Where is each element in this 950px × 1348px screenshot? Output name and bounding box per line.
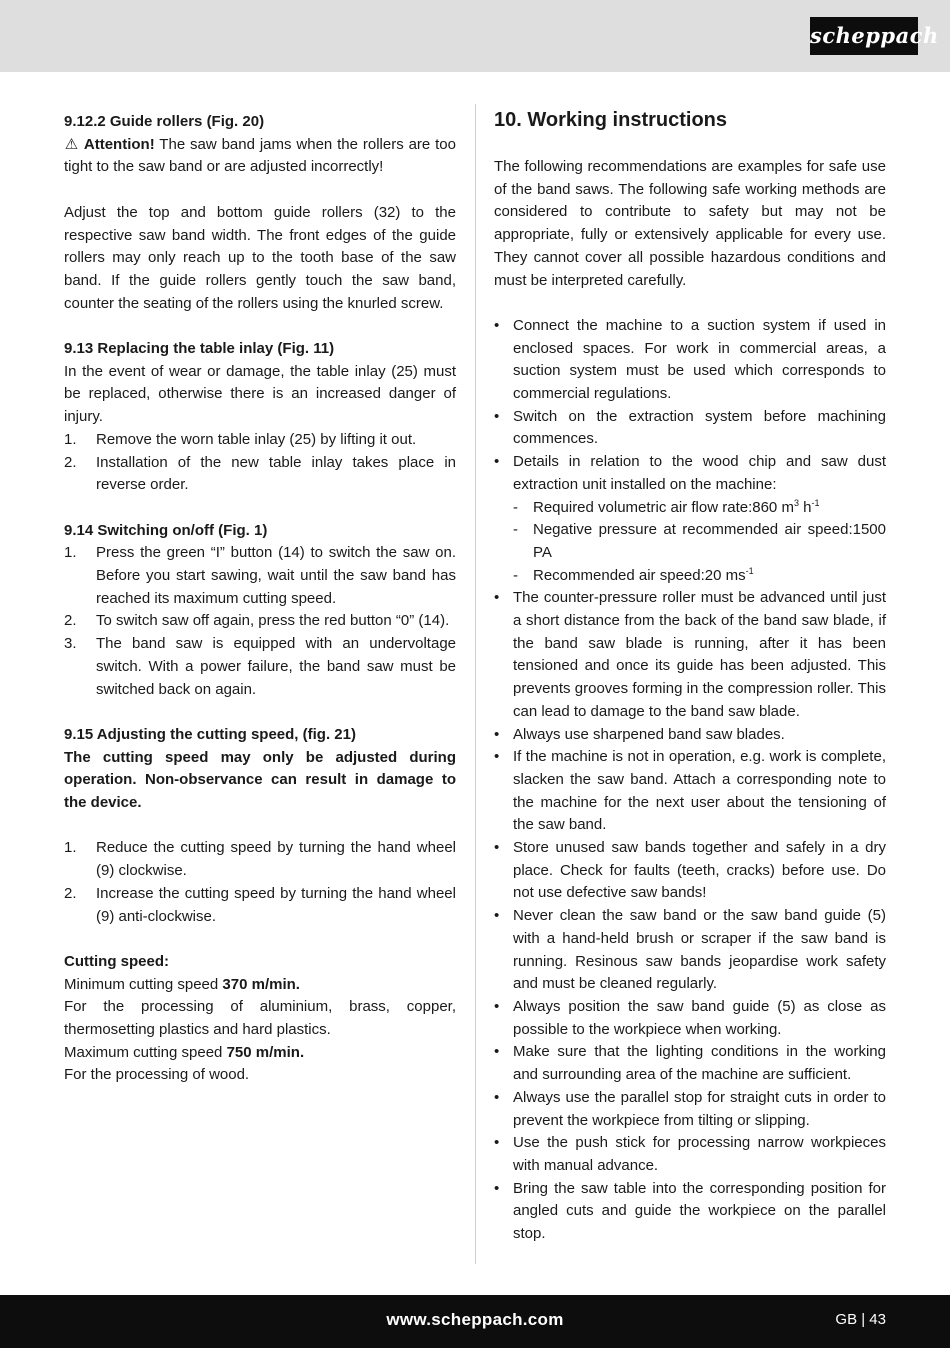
list-item: • Never clean the saw band or the saw band guide (5) with a hand-held brush or scraper if the saw band is running. Resinous saw bands jeopardise work safety and must be cleaned regularly. [494,907,886,993]
list-item: • Store unused saw bands together and safely in a dry place. Check for faults (teeth, cracks) before use. Do not use defective saw bands! [494,839,886,902]
list-item: • Details in relation to the wood chip and saw dust extraction unit installed on the machine: [494,453,886,493]
list-item: • Always position the saw band guide (5) as close as possible to the workpiece when working. [494,998,886,1038]
right-column [494,106,886,1246]
min-speed-line: Minimum cutting speed 370 m/min. [64,975,300,993]
left-column [64,111,456,1087]
brand-logo: scheppach [810,17,918,55]
warning-icon: ⚠ [64,135,79,153]
list-item: • Always use sharpened band saw blades. [494,725,785,743]
list-item: 3. The band saw is equipped with an undervoltage switch. With a power failure, the band saw must be switched back on again. [64,635,456,698]
section-title-9-15: 9.15 Adjusting the cutting speed, (fig. 21) [64,725,356,743]
list-item: 2. To switch saw off again, press the red button “0” (14). [64,612,450,630]
min-speed-desc: For the processing of aluminium, brass, copper, thermosetting plastics and hard plastics. [64,998,456,1039]
list-item: • Switch on the extraction system before machining commences. [494,407,886,448]
list-item: 1. Remove the worn table inlay (25) by lifting it out. [64,430,417,448]
section-title-10: 10. Working instructions [494,109,727,131]
list-item: • If the machine is not in operation, e.g. work is complete, slacken the saw band. Attach a corresponding note to the machine for the next user about the tensioning of the saw band. [494,748,886,834]
attention-text: The saw band jams when the rollers are too tight to the saw band or are adjusted incorrectly! [64,135,456,176]
attention-note [64,134,456,179]
footer-url[interactable]: www.scheppach.com [386,1310,564,1329]
attention-label: Attention! [83,135,155,153]
working-instructions-intro: The following recommendations are examples for safe use of the band saws. The following safe working methods are considered to contribute to safety but may not be appropriate, fully or extensively applicable for every use. They cannot cover all possible hazardous conditions and must be interpreted carefully. [494,158,886,289]
table-inlay-body: In the event of wear or damage, the table inlay (25) must be replaced, otherwise there is an increased danger of injury. [64,362,456,426]
page-number: GB | 43 [835,1311,886,1328]
list-item: 1. Press the green “I” button (14) to switch the saw on. Before you start sawing, wait until the saw band has reached its maximum cutting speed. [64,544,456,607]
list-item: • Make sure that the lighting conditions in the working and surrounding area of the machine are sufficient. [494,1043,886,1084]
guide-rollers-body: Adjust the top and bottom guide rollers (32) to the respective saw band width. The front edges of the guide rollers may only reach up to the tooth base of the saw band. If the guide rollers gently touch the saw band, counter the seating of the rollers using the knurled screw. [64,203,456,312]
list-item: 1. Reduce the cutting speed by turning the hand wheel (9) clockwise. [64,839,456,880]
sub-list-item: - Recommended air speed:20 $ms^{-1}$ [513,565,754,584]
list-item: • Connect the machine to a suction system if used in enclosed spaces. For work in commercial areas, a suction system must be used which corresponds to commercial regulations. [494,316,886,403]
footer-bar [0,1295,950,1348]
sub-list-item: - Required volumetric air flow rate:860 $m^3$ $h^{-1}$ [513,497,820,516]
section-title-9-13: 9.13 Replacing the table inlay (Fig. 11) [64,340,335,357]
list-item: • The counter-pressure roller must be advanced until just a short distance from the back of the band saw blade, if the band saw blade is running, after it has been tensioned and once its guide has been adjusted. This prevents grooves forming in the compression roller. This can lead to damage to the band saw blade. [494,589,886,720]
sub-list-item: - Negative pressure at recommended air speed:1500 PA [513,521,886,561]
header-bar [0,0,950,72]
list-item: • Always use the parallel stop for straight cuts in order to prevent the workpiece from tilting or slipping. [494,1088,886,1129]
list-item: 2. Installation of the new table inlay takes place in reverse order. [64,453,456,494]
list-item: 2. Increase the cutting speed by turning the hand wheel (9) anti-clockwise. [64,884,456,925]
max-speed-desc: For the processing of wood. [64,1066,250,1084]
list-item: • Bring the saw table into the corresponding position for angled cuts and guide the workpiece on the parallel stop. [494,1179,886,1243]
section-title-9-14: 9.14 Switching on/off (Fig. 1) [64,521,268,539]
section-title-9-12-2: 9.12.2 Guide rollers (Fig. 20) [64,113,265,130]
max-speed-line: Maximum cutting speed 750 m/min. [64,1043,305,1061]
list-item: • Use the push stick for processing narrow workpieces with manual advance. [494,1134,886,1174]
cutting-speed-title: Cutting speed: [64,952,169,970]
cutting-speed-warning: The cutting speed may only be adjusted during operation. Non-observance can result in damage to the device. [64,748,456,812]
column-divider [475,104,476,1264]
